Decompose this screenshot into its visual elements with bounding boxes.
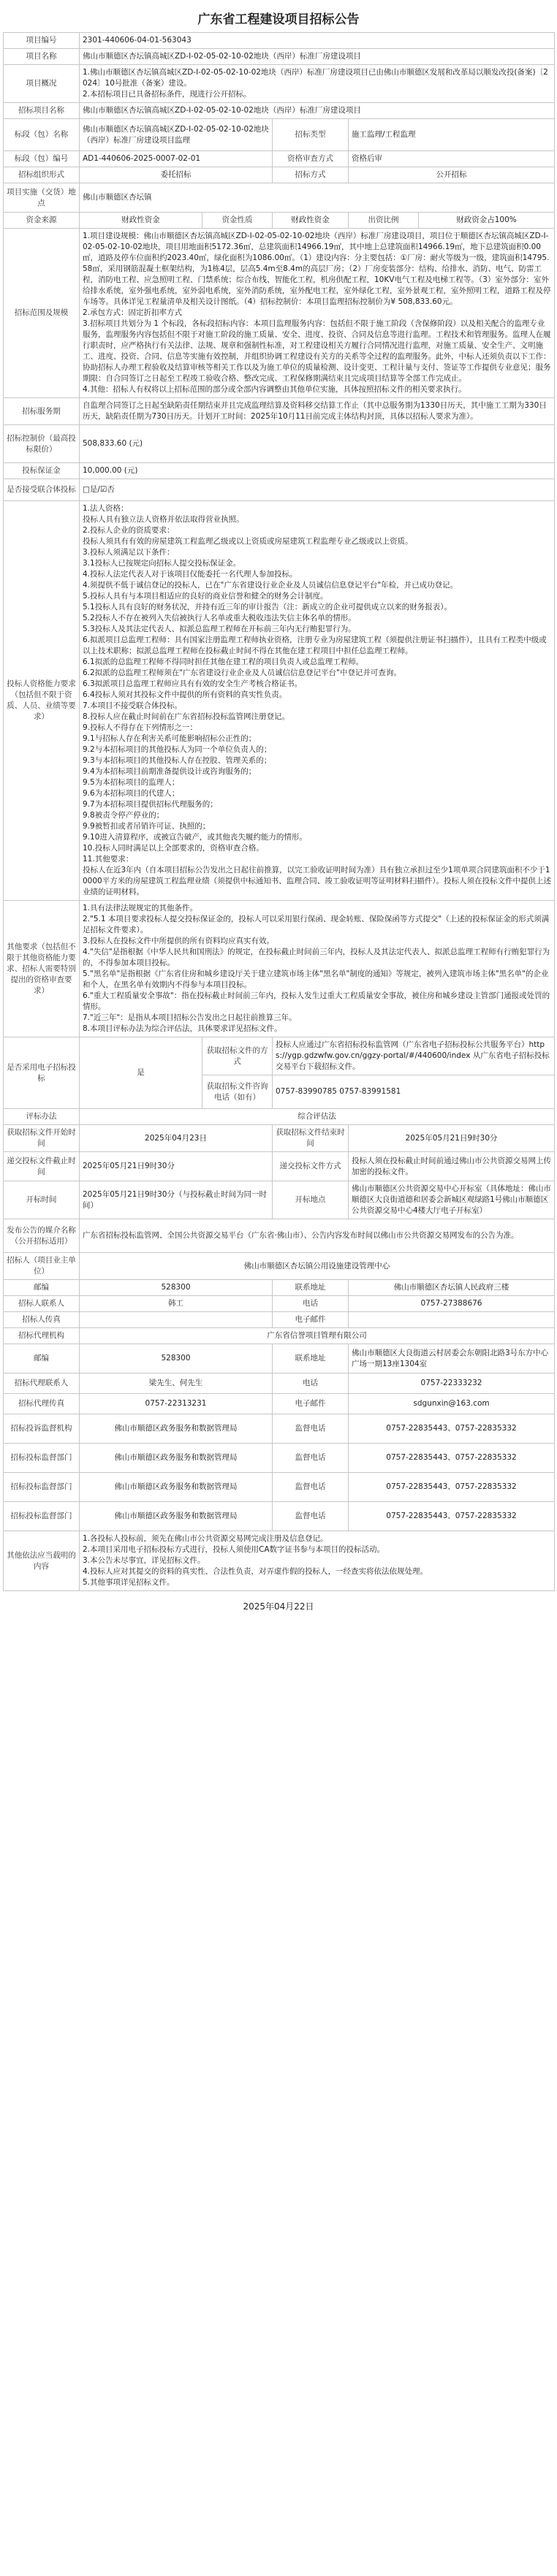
- qualification-line: 10.投标人同时满足以上全部要求的，资格审查合格。: [83, 844, 264, 853]
- qualification-line: 投标人须具有有效的房屋建筑工程监理乙级或以上资质或房屋建筑工程监理专业乙级或以上资质。: [83, 537, 413, 546]
- other-requirements-label: 其他要求（包括但不限于其他资格能力要求、招标人需要特别提出的资格审查要求）: [4, 901, 80, 1037]
- supervision-label: 招标投标监督部门: [4, 1444, 80, 1473]
- qualification-line: 6.1拟派的总监理工程师不得同时担任其他在建工程的项目负责人或总监理工程师。: [83, 658, 364, 666]
- lot-code: AD1-440606-2025-0007-02-01: [80, 151, 273, 167]
- qualification-line: 9.9被暂扣或者吊销许可证、执照的；: [83, 822, 211, 831]
- qualification-line: 9.1与招标人存在利害关系可能影响招标公正性的；: [83, 734, 257, 743]
- qualification-line: 投标人具有独立法人资格并依法取得营业执照。: [83, 515, 244, 524]
- fund-nature: 财政性资金: [273, 213, 349, 229]
- table-row: [4, 213, 555, 229]
- fund-source: 财政性资金: [80, 213, 202, 229]
- table-row: [4, 479, 555, 501]
- tenderer-tel-label: 电话: [273, 1296, 349, 1312]
- others-line: 4.投标人应对其提交的资料的真实性、合法性负责，对弄虚作假的投标人，一经查实将依法依规处理。: [83, 1567, 428, 1576]
- section-name: 佛山市顺德区杏坛镇高城区ZD-I-02-05-02-10-02地块（西岸）标准厂房建设项目: [80, 103, 555, 119]
- table-row: [4, 229, 555, 398]
- qualification-line: 3.投标人须满足以下条件：: [83, 548, 175, 557]
- scope-line: 4.其他：招标人有权将以上招标范围的部分或全部内容调整由其他单位实施，具体按照招标文件的相关要求执行。: [83, 385, 466, 394]
- service-period: 自监理合同签订之日起至缺陷责任期结束并且完成监理结算及资料移交结算工作止（其中总服务期为1330日历天，其中施工工期为330日历天，缺陷责任期为730日历天。计划开工时间：2025年10月11日前完成主体结构封顶，具体以招标人要求为准）。: [80, 398, 555, 425]
- qual-review: 资格后审: [349, 151, 555, 167]
- tenderer-tel: 0757-27388676: [349, 1296, 555, 1312]
- table-row: [4, 1473, 555, 1502]
- tenderer-fax: [80, 1312, 273, 1328]
- qualification-line: 5.投标人具有与本项目相适应的良好的商业信誉和健全的财务会计制度。: [83, 592, 328, 601]
- supervision-tel-label: 监督电话: [273, 1414, 349, 1444]
- agent-email: sdgunxin@163.com: [349, 1394, 555, 1414]
- other-requirement-line: 3.投标人在投标文件中所提供的所有资料均应真实有效。: [83, 937, 275, 945]
- qualification-line: 4.须提供不低于诚信登记的投标人，已在"广东省建设行业企业及人员诚信信息登记平台"年检，并已成功登记。: [83, 581, 458, 590]
- overview-line: 2.本招标项目已具备招标条件，现进行公开招标。: [83, 90, 251, 99]
- scope-line: 1.项目建设规模：佛山市顺德区杏坛镇高城区ZD-I-02-05-02-10-02地块（西岸）标准厂房建设项目，项目位于顺德区杏坛镇高城区ZD-I-02-05-02-10-02地块，项目用地面积5172.36㎡，总建筑面积14966.19㎡，其中地上总建筑面积14966.19㎡，地下总建筑面积0.00㎡，道路及停车位面积约2023.40㎡，绿化面积为1086.00㎡。（1）建设内容：分主要包括：①厂房：耐火等级为一级，建筑面积14795.58㎡，采用钢筋混凝土框架结构，为1栋4层，层高5.4m至8.4m的高层厂房；（2）厂房变装部分：结构、给排水、消防、电气、防雷工程，消防电工程、应急照明工程、门禁系统；综合布线、智能化工程，机房供配工程，10KV电气工程及电梯工程等。（3）室外部分：室外给排水系统，室外强电系统，室外弱电系统，室外消防系统，室外配电工程，室外绿化工程，室外景观工程，室外照明工程，道路工程及停车场等。具体详见工程量清单及相关设计图纸。（4）招标控制价：本项目监理招标控制价为¥ 508,833.60元。: [83, 232, 551, 306]
- supervision-tel: 0757-22835443、0757-22835332: [349, 1444, 555, 1473]
- qualification-line: 11.其他要求：: [83, 855, 134, 864]
- opening-time: 2025年05月21日9时30分（与投标截止时间为同一时间）: [80, 1181, 273, 1219]
- others-label: 其他依法应当载明的内容: [4, 1531, 80, 1591]
- opening-place-label: 开标地点: [273, 1181, 349, 1219]
- qualification-line: 9.6为本招标项目的代建人；: [83, 789, 180, 798]
- agent-address: 佛山市顺德区大良街道云村居委会东朝阳北路3号东方中心广场一期13座1304室: [349, 1344, 555, 1373]
- table-row: [4, 1152, 555, 1181]
- org-form-label: 招标组织形式: [4, 167, 80, 183]
- lot-name: 佛山市顺德区杏坛镇高城区ZD-I-02-05-02-10-02地块（西岸）标准厂房建设项目监理: [80, 119, 273, 151]
- agent-address-label: 联系地址: [273, 1344, 349, 1373]
- project-overview: [80, 65, 555, 103]
- table-row: [4, 1373, 555, 1394]
- qualification-line: 6.拟派项目总监理工程师：具有国家注册监理工程师执业资格，注册专业为房屋建筑工程（须提供注册证书扫描件），且具有工程类中级或以上技术职称；拟派总监理工程师在投标截止时间不得在其他在建工程项目中担任总监理工程师。: [83, 636, 547, 655]
- qualification-line: 9.3与本招标项目的其他投标人存在控股、管理关系的；: [83, 756, 272, 765]
- deadline-label: 递交投标文件截止时间: [4, 1152, 80, 1181]
- table-row: [4, 501, 555, 901]
- supervision-label: 招标投标监督部门: [4, 1473, 80, 1502]
- deadline: 2025年05月21日9时30分: [80, 1152, 273, 1181]
- qualification-line: 2.投标人企业的资质要求：: [83, 526, 175, 535]
- supervision-org: 佛山市顺德区政务服务和数据管理局: [80, 1473, 273, 1502]
- table-row: [4, 167, 555, 183]
- qualification: [80, 501, 555, 901]
- agent-fax: 0757-22313231: [80, 1394, 273, 1414]
- table-row: [4, 183, 555, 213]
- table-row: [4, 1296, 555, 1312]
- agent-postcode: 528300: [80, 1344, 273, 1373]
- deposit: 10,000.00 (元): [80, 463, 555, 479]
- scope: [80, 229, 555, 398]
- lot-name-label: 标段（包）名称: [4, 119, 80, 151]
- table-row: [4, 65, 555, 103]
- submit-method: 投标人须在投标截止时间前通过佛山市公共资源交易网上传加密的投标文件。: [349, 1152, 555, 1181]
- bid-method-label: 招标方式: [273, 167, 349, 183]
- qualification-line: 5.2投标人不存在被列入失信被执行人名单或重大税收违法失信主体名单的情形。: [83, 614, 356, 622]
- doc-start-label: 获取招标文件开始时间: [4, 1125, 80, 1152]
- supervision-label: 招标投诉监督机构: [4, 1414, 80, 1444]
- qualification-line: 4.投标人法定代表人对于该项目仅能委托一名代理人参加投标。: [83, 570, 298, 579]
- agent-contact: 梁先生、何先生: [80, 1373, 273, 1394]
- scope-line: 2.承包方式：固定折扣率方式: [83, 308, 183, 317]
- qualification-line: 9.8被责令停产停业的；: [83, 811, 164, 820]
- consortium-label: 是否接受联合体投标: [4, 479, 80, 501]
- supervision-tel-label: 监督电话: [273, 1444, 349, 1473]
- supervision-tel: 0757-22835443、0757-22835332: [349, 1414, 555, 1444]
- scope-label: 招标范围及规模: [4, 229, 80, 398]
- qualification-line: 5.3投标人及其法定代表人、拟派总监理工程师在开标前三年内无行贿犯罪行为。: [83, 625, 356, 633]
- table-row: [4, 1502, 555, 1531]
- supervision-org: 佛山市顺德区政务服务和数据管理局: [80, 1502, 273, 1531]
- doc-contact: 0757-83990785 0757-83991581: [273, 1075, 555, 1109]
- other-requirement-line: 4."失信"是指根据《中华人民共和国刑法》的规定，在投标截止时间前三年内，投标人及其法定代表人、拟派总监理工程师有行贿犯罪行为的，不得参加本项目投标。: [83, 948, 550, 967]
- doc-method-label: 获取招标文件的方式: [202, 1037, 273, 1075]
- table-row: [4, 1037, 555, 1075]
- supervision-tel-label: 监督电话: [273, 1502, 349, 1531]
- qualification-line: 9.7为本招标项目提供招标代理服务的；: [83, 800, 218, 809]
- agent-label: 招标代理机构: [4, 1328, 80, 1344]
- limit-price: 508,833.60 (元): [80, 425, 555, 463]
- agent-contact-label: 招标代理联系人: [4, 1373, 80, 1394]
- tenderer-address-label: 联系地址: [273, 1280, 349, 1296]
- table-row: [4, 1312, 555, 1328]
- table-row: [4, 1253, 555, 1280]
- qualification-line: 3.1投标人已按规定向招标人提交投标保证金。: [83, 559, 241, 568]
- doc-end-label: 获取招标文件结束时间: [273, 1125, 349, 1152]
- tenderer-label: 招标人（项目业主单位）: [4, 1253, 80, 1280]
- table-row: [4, 1444, 555, 1473]
- issue-date: 2025年04月22日: [243, 1601, 314, 1612]
- media-label: 发布公告的媒介名称（公开招标适用）: [4, 1219, 80, 1253]
- location: 佛山市顺德区杏坛镇: [80, 183, 555, 213]
- agent-tel: 0757-22333232: [349, 1373, 555, 1394]
- qualification-line: 6.4投标人须对其投标文件中提供的所有资料的真实性负责。: [83, 690, 287, 699]
- qualification-line: 6.3拟派项目总监理工程师应具有有效的安全生产考核合格证书。: [83, 679, 303, 688]
- qual-review-label: 资格审查方式: [273, 151, 349, 167]
- qualification-line: 9.投标人不得存在下列情形之一：: [83, 723, 198, 732]
- tenderer-email: [349, 1312, 555, 1328]
- qualification-line: 5.1投标人具有良好的财务状况，并持有近三年的审计报告（注：新成立的企业可提供成立以来的财务报表）。: [83, 603, 452, 611]
- agent-postcode-label: 邮编: [4, 1344, 80, 1373]
- table-row: [4, 901, 555, 1037]
- table-row: [4, 1109, 555, 1125]
- tenderer-fax-label: 招标人传真: [4, 1312, 80, 1328]
- fund-source-label: 资金来源: [4, 213, 80, 229]
- project-code-label: 项目编号: [4, 33, 80, 49]
- table-row: [4, 463, 555, 479]
- supervision-tel-label: 监督电话: [273, 1473, 349, 1502]
- opening-place: 佛山市顺德区公共资源交易中心开标室（具体地址：佛山市顺德区大良街道德和居委会新城区观绿路1号佛山市顺德区公共资源交易中心4楼大厅电子开标室）: [349, 1181, 555, 1219]
- bid-type-label: 招标类型: [273, 119, 349, 151]
- deposit-label: 投标保证金: [4, 463, 80, 479]
- other-requirement-line: 5."黑名单"是指根据《广东省住房和城乡建设厅关于建立建筑市场主体"黑名单"制度的通知》等规定，被列入建筑市场主体"黑名单"的企业和个人，在黑名单有效期内不得参与本项目投标。: [83, 969, 549, 989]
- supervision-tel: 0757-22835443、0757-22835332: [349, 1502, 555, 1531]
- project-name-label: 项目名称: [4, 49, 80, 65]
- doc-start: 2025年04月23日: [80, 1125, 273, 1152]
- others-line: 1.各投标人投标前，须先在佛山市公共资源交易网完成注册及信息登记。: [83, 1534, 328, 1543]
- eval-method-label: 评标办法: [4, 1109, 80, 1125]
- qualification-line: 7.本项目不接受联合体投标。: [83, 701, 183, 710]
- e-bid-label: 是否采用电子招标投标: [4, 1037, 80, 1109]
- e-bid: 是: [80, 1037, 202, 1109]
- lot-code-label: 标段（包）编号: [4, 151, 80, 167]
- org-form: 委托招标: [80, 167, 273, 183]
- section-name-label: 招标项目名称: [4, 103, 80, 119]
- tenderer-contact-label: 招标人联系人: [4, 1296, 80, 1312]
- table-row: [4, 33, 555, 49]
- tenderer-postcode-label: 邮编: [4, 1280, 80, 1296]
- tenderer-email-label: 电子邮件: [273, 1312, 349, 1328]
- other-requirements: [80, 901, 555, 1037]
- table-row: [4, 119, 555, 151]
- supervision-label: 招标投标监督部门: [4, 1502, 80, 1531]
- table-row: [4, 151, 555, 167]
- doc-end: 2025年05月21日9时30分: [349, 1125, 555, 1152]
- qualification-line: 1.法人资格：: [83, 504, 129, 513]
- qualification-line: 9.4为本招标项目前期准备提供设计或咨询服务的；: [83, 767, 257, 776]
- page-title: 广东省工程建设项目招标公告: [197, 12, 360, 27]
- overview-line: 1.佛山市顺德区杏坛镇高城区ZD-I-02-05-02-10-02地块（西岸）标准厂房建设项目已由佛山市顺德区发展和改革局以顺发改投(备案)〔2024〕10号批准（备案）建设。: [83, 68, 548, 88]
- fund-ratio-label: 出资比例: [349, 213, 419, 229]
- table-row: [4, 1414, 555, 1444]
- table-row: [4, 398, 555, 425]
- doc-contact-label: 获取招标文件咨询电话（如有）: [202, 1075, 273, 1109]
- tenderer-contact: 韩工: [80, 1296, 273, 1312]
- others-line: 3.本公告未尽事宜，详见招标文件。: [83, 1556, 205, 1565]
- location-label: 项目实施（交货）地点: [4, 183, 80, 213]
- table-row: [4, 1531, 555, 1591]
- project-overview-label: 项目概况: [4, 65, 80, 103]
- tenderer-postcode: 528300: [80, 1280, 273, 1296]
- others-line: 2.本项目采用电子招标投标方式进行，投标人须使用CA数字证书参与本项目的投标活动。: [83, 1545, 385, 1554]
- bid-method: 公开招标: [349, 167, 555, 183]
- opening-time-label: 开标时间: [4, 1181, 80, 1219]
- other-requirement-line: 6."重大工程质量安全事故"：指在投标截止时间前三年内，投标人发生过重大工程质量安全事故，被住房和城乡建设主管部门通报或处罚的情形。: [83, 991, 550, 1011]
- other-requirement-line: 8.本项目评标办法为综合评估法，具体要求详见招标文件。: [83, 1024, 282, 1033]
- announcement-table: [3, 32, 555, 1591]
- agent-tel-label: 电话: [273, 1373, 349, 1394]
- fund-ratio: 财政资金占100%: [419, 213, 555, 229]
- project-name: 佛山市顺德区杏坛镇高城区ZD-I-02-05-02-10-02地块（西岸）标准厂房建设项目: [80, 49, 555, 65]
- qualification-line: 9.5为本招标项目的监理人；: [83, 778, 180, 787]
- fund-nature-label: 资金性质: [202, 213, 273, 229]
- agent: 广东省信誉项目管理有限公司: [80, 1328, 555, 1344]
- qualification-line: 8.投标人应在截止时间前在广东省招标投标监管网注册登记。: [83, 712, 290, 721]
- doc-method: 投标人应通过广东省招标投标监管网（广东省电子招标投标公共服务平台）https://ygp.gdzwfw.gov.cn/ggzy-portal/#/440600/index 从广东省电子招标投标交易平台下载招标文件。: [273, 1037, 555, 1075]
- others-line: 5.其他事项详见招标文件。: [83, 1578, 175, 1587]
- other-requirement-line: 2."5.1 本项目要求投标人提交投标保证金的，投标人可以采用银行保函、现金转账、保险保函等方式提交"（上述的投标保证金的形式须满足招标文件要求）。: [83, 915, 550, 934]
- qualification-line: 9.10进入清算程序，或被宣告破产，或其他丧失履约能力的情形。: [83, 833, 307, 842]
- limit-price-label: 招标控制价（最高投标限价）: [4, 425, 80, 463]
- supervision-tel: 0757-22835443、0757-22835332: [349, 1473, 555, 1502]
- submit-method-label: 递交投标文件方式: [273, 1152, 349, 1181]
- other-requirement-line: 7."近三年"：是指从本项目招标公告发出之日起往前推算三年。: [83, 1013, 297, 1022]
- table-row: [4, 1280, 555, 1296]
- table-row: [4, 1125, 555, 1152]
- qualification-label: 投标人资格能力要求（包括但不限于资质、人员、业绩等要求）: [4, 501, 80, 901]
- supervision-org: 佛山市顺德区政务服务和数据管理局: [80, 1444, 273, 1473]
- media: 广东省招标投标监管网、全国公共资源交易平台（广东省·佛山市）、公告内容发布时间以佛山市公共资源交易网发布的公告为准。: [80, 1219, 555, 1253]
- others: [80, 1531, 555, 1591]
- tenderer: 佛山市顺德区杏坛镇公用设施建设管理中心: [80, 1253, 555, 1280]
- supervision-org: 佛山市顺德区政务服务和数据管理局: [80, 1414, 273, 1444]
- agent-email-label: 电子邮件: [273, 1394, 349, 1414]
- qualification-line: 投标人在近3年内（自本项目招标公告发出之日起往前推算，以完工验收证明时间为准）具有独立承担过至少1项单项合同建筑面积不少于10000平方米的房屋建筑工程监理业绩（须提供中标通知书、监理合同、竣工验收证明等证明材料扫描件）。投标人须在投标文件中提供上述业绩的证明材料。: [83, 866, 551, 896]
- table-row: [4, 1328, 555, 1344]
- other-requirement-line: 1.具有法律法规规定的其他条件。: [83, 904, 198, 912]
- table-row: [4, 1394, 555, 1414]
- service-period-label: 招标服务期: [4, 398, 80, 425]
- table-row: [4, 425, 555, 463]
- bid-type: 施工监理/工程监理: [349, 119, 555, 151]
- table-row: [4, 103, 555, 119]
- table-row: [4, 1344, 555, 1373]
- eval-method: 综合评估法: [80, 1109, 555, 1125]
- qualification-line: 6.2拟派的总监理工程师须在"广东省建设行业企业及人员诚信信息登记平台"中登记并可查询。: [83, 668, 401, 677]
- table-row: [4, 49, 555, 65]
- scope-line: 3.招标项目共划分为 1 个标段，各标段招标内容：本项目监理服务内容：包括但不限于施工阶段（含保修阶段）以及相关配合的监理专业服务，监理服务内容包括但不限于对施工阶段的施工质量、安全、进度、投资、合同及信息等进行监理。工程技术和管理服务。监理人在履行职责时，应严格执行有关法律、法规、规章和强制性标准，对工程建设相关方履行合同情况进行监理，对施工质量、安全生产、文明施工、进度、投资、合同、信息等实施有效控制，并组织协调工程建设有关方的关系等全过程的监理服务。此外，中标人还须负责以下工作：协助招标人办理工程验收及结算审核等相关工作以及为施工单位的质量检测、设计变更、工程计量与支付、签证等工作提供专业意见；服务期限：自合同签订之日起至工程竣工验收合格、整改完成、工程保修期满结束且完成项目结算等全部工作完成止。: [83, 319, 551, 383]
- table-row: [4, 1181, 555, 1219]
- table-row: [4, 1219, 555, 1253]
- consortium: □是/☑否: [80, 479, 555, 501]
- qualification-line: 9.2与本招标项目的其他投标人为同一个单位负责人的；: [83, 745, 272, 754]
- tenderer-address: 佛山市顺德区杏坛镇人民政府三楼: [349, 1280, 555, 1296]
- agent-fax-label: 招标代理传真: [4, 1394, 80, 1414]
- project-code: 2301-440606-04-01-563043: [80, 33, 555, 49]
